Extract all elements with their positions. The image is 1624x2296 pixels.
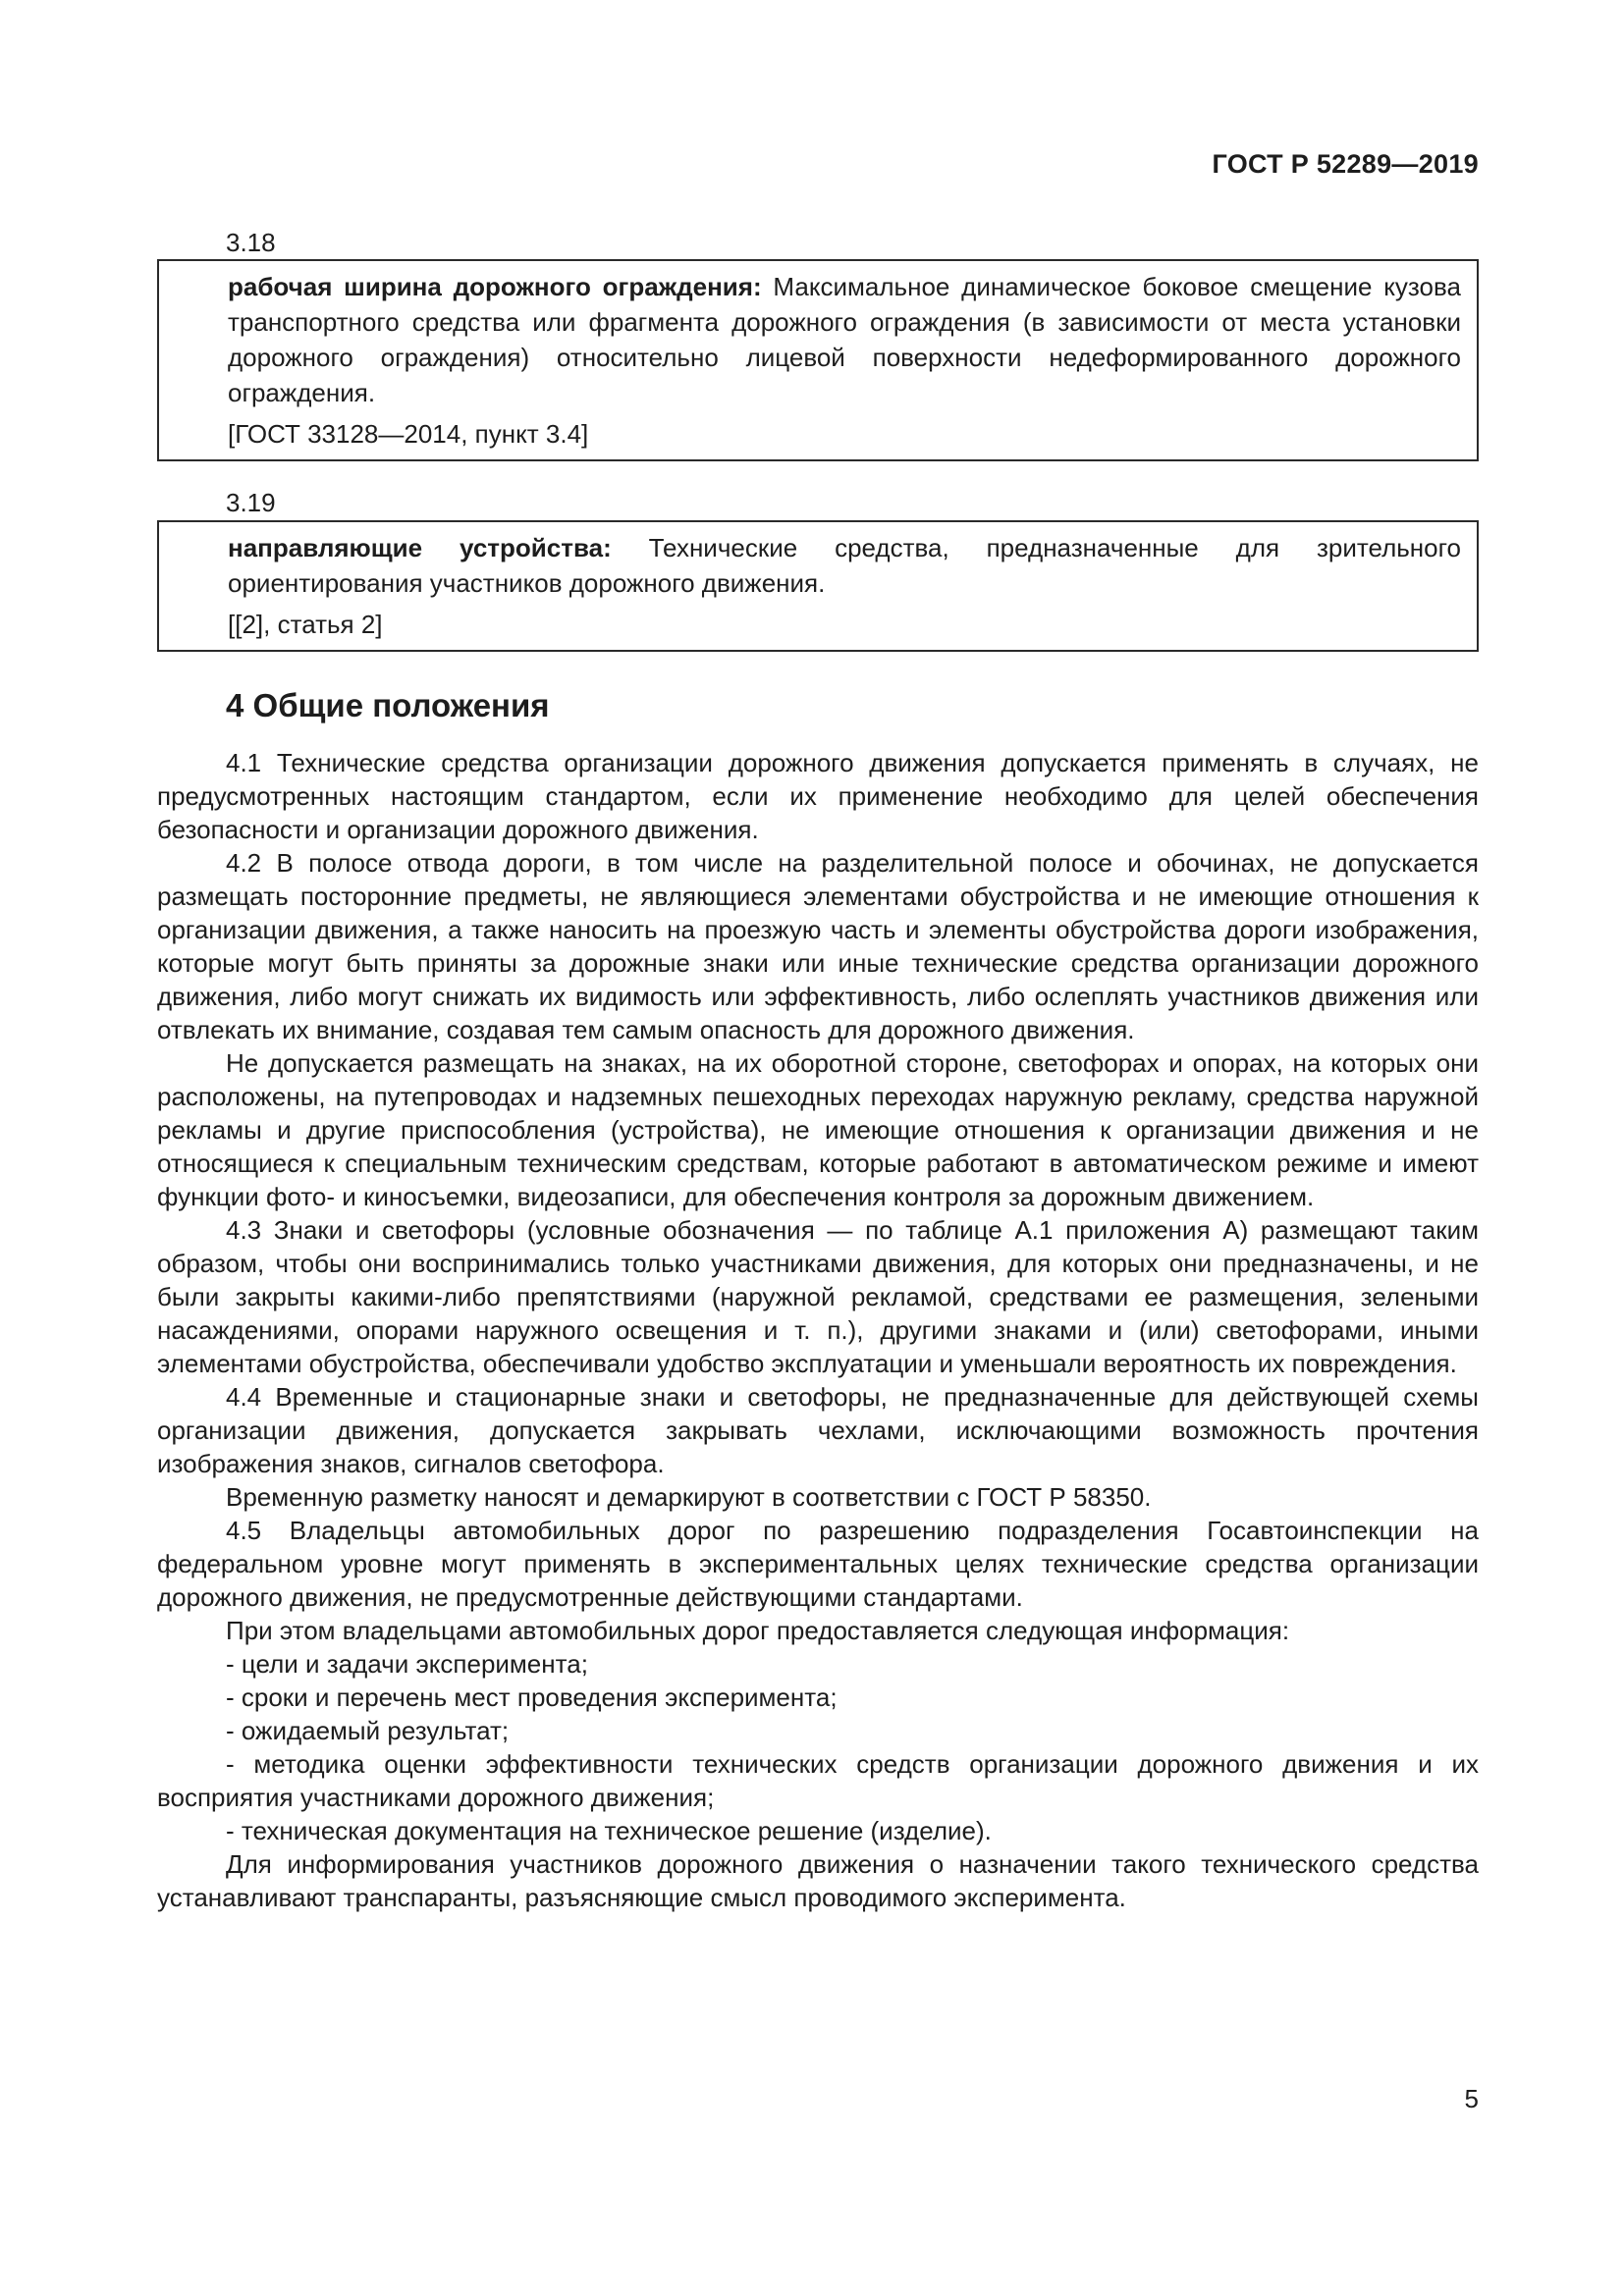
paragraph: 4.2 В полосе отвода дороги, в том числе на разделительной полосе и обочинах, не допускается размещать посторонние предметы, не являющиеся элементами обустройства и не имеющие отношения к организации движения, а также наносить на проезжую часть и элементы обустройства дороги изображения, которые могут быть приняты за дорожные знаки или иные технические средства организации дорожного движения, либо могут снижать их видимость или эффективность, либо ослеплять участников движения или отвлекать их внимание, создавая тем самым опасность для дорожного движения. bbox=[157, 848, 1479, 1044]
paragraph: Временную разметку наносят и демаркируют в соответствии с ГОСТ Р 58350. bbox=[226, 1482, 1152, 1512]
list-item: - ожидаемый результат; bbox=[226, 1716, 510, 1745]
list-item: - цели и задачи эксперимента; bbox=[226, 1649, 588, 1679]
term-number: 3.19 bbox=[226, 488, 276, 517]
term-number: 3.18 bbox=[226, 228, 276, 257]
document-id-header: ГОСТ Р 52289—2019 bbox=[1212, 149, 1479, 179]
paragraph: 4.3 Знаки и светофоры (условные обозначения — по таблице А.1 приложения А) размещают таким образом, чтобы они воспринимались только участниками движения, для которых они предназначены, и не были закрыты какими-либо препятствиями (наружной рекламой, средствами ее размещения, зелеными насаждениями, опорами наружного освещения и т. п.), другими знаками и (или) светофорами, иными элементами обустройства, обеспечивали удобство эксплуатации и уменьшали вероятность их повреждения. bbox=[157, 1215, 1479, 1378]
term-box bbox=[157, 259, 1479, 461]
term-reference: [ГОСТ 33128—2014, пункт 3.4] bbox=[228, 419, 589, 449]
term-name: направляющие устройства: bbox=[228, 533, 612, 562]
term-name: рабочая ширина дорожного ограждения: bbox=[228, 272, 762, 301]
paragraph: 4.5 Владельцы автомобильных дорог по разрешению подразделения Госавтоинспекции на федеральном уровне могут применять в экспериментальных целях технические средства организации дорожного движения, не предусмотренные действующими стандартами. bbox=[157, 1516, 1479, 1612]
paragraph: 4.4 Временные и стационарные знаки и светофоры, не предназначенные для действующей схемы организации движения, допускается закрывать чехлами, исключающими возможность прочтения изображения знаков, сигналов светофора. bbox=[157, 1382, 1479, 1478]
paragraph: Для информирования участников дорожного движения о назначении такого технического средства устанавливают транспаранты, разъясняющие смысл проводимого эксперимента. bbox=[157, 1849, 1479, 1912]
paragraph: Не допускается размещать на знаках, на их оборотной стороне, светофорах и опорах, на которых они расположены, на путепроводах и надземных пешеходных переходах наружную рекламу, средства наружной рекламы и другие приспособления (устройства), не имеющие отношения к организации движения и не относящиеся к специальным техническим средствам, которые работают в автоматическом режиме и имеют функции фото- и киносъемки, видеозаписи, для обеспечения контроля за дорожным движением. bbox=[157, 1048, 1479, 1211]
paragraph: 4.1 Технические средства организации дорожного движения допускается применять в случаях, не предусмотренных настоящим стандартом, если их применение необходимо для целей обеспечения безопасности и организации дорожного движения. bbox=[157, 748, 1479, 844]
term-text: Максимальное динамическое боковое смещение кузова транспортного средства или фрагмента дорожного ограждения (в зависимости от места установки дорожного ограждения) относительно лицевой поверхности недеформированного дорожного ограждения. bbox=[228, 272, 1461, 407]
section-body bbox=[157, 746, 1479, 1914]
term-definition bbox=[228, 530, 1461, 601]
term-definition bbox=[228, 269, 1461, 410]
term-box bbox=[157, 520, 1479, 652]
section-title: 4 Общие положения bbox=[226, 687, 550, 723]
list-item: - сроки и перечень мест проведения эксперимента; bbox=[226, 1682, 838, 1712]
list-item: - техническая документация на техническое решение (изделие). bbox=[226, 1816, 992, 1845]
term-reference: [[2], статья 2] bbox=[228, 610, 383, 639]
paragraph: При этом владельцами автомобильных дорог предоставляется следующая информация: bbox=[226, 1616, 1290, 1645]
term-text: Технические средства, предназначенные для зрительного ориентирования участников дорожного движения. bbox=[228, 533, 1461, 598]
list-item: - методика оценки эффективности технических средств организации дорожного движения и их восприятия участниками дорожного движения; bbox=[157, 1749, 1479, 1812]
page-number: 5 bbox=[1464, 2084, 1479, 2113]
